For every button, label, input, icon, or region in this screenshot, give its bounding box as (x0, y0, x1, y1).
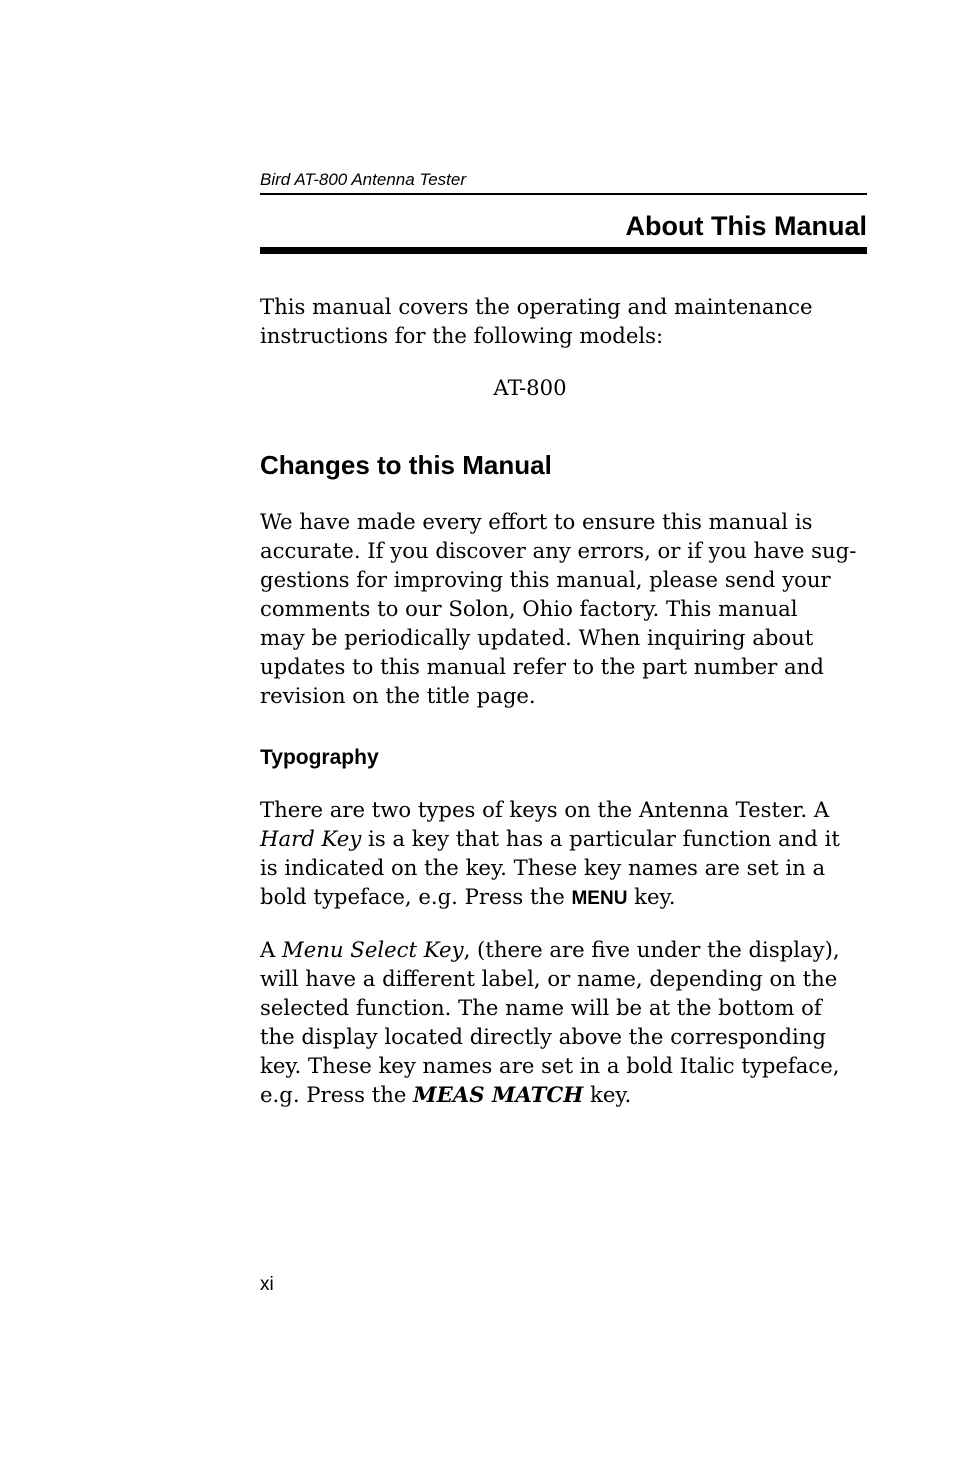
running-header: Bird AT-800 Antenna Tester (260, 170, 467, 189)
changes-line-2: accurate. If you discover any errors, or if you have sug- (260, 538, 857, 563)
chapter-title: About This Manual (625, 211, 867, 241)
changes-line-7: revision on the title page. (260, 683, 536, 708)
models-line-2: instructions for the following models: (260, 323, 664, 348)
menu-select-line-1-pre: A (260, 937, 283, 962)
menu-select-line-3: selected function. The name will be at the bottom of (260, 995, 822, 1020)
menu-select-line-6-post: key. (583, 1082, 632, 1107)
menu-select-line-6-pre: e.g. Press the (260, 1082, 414, 1107)
hard-key-term: Hard Key (260, 826, 362, 851)
menu-select-line-1-post: , (there are five under the display), (463, 937, 840, 962)
manual-page (260, 0, 867, 1475)
hard-key-paragraph (260, 795, 867, 913)
models-paragraph (260, 292, 867, 350)
menu-select-line-6 (260, 1080, 867, 1109)
menu-select-line-1 (260, 935, 867, 964)
changes-line-6: updates to this manual refer to the part number and (260, 654, 824, 679)
hard-key-line-2-text: is a key that has a particular function and it (361, 826, 840, 851)
header-rule-thick (260, 247, 867, 254)
page-number: xi (260, 1274, 274, 1295)
changes-line-5: may be periodically updated. When inquiring about (260, 625, 814, 650)
changes-line-3: gestions for improving this manual, please send your (260, 567, 831, 592)
changes-line-1: We have made every effort to ensure this manual is (260, 509, 813, 534)
hard-key-line-4-pre: bold typeface, e.g. Press the (260, 884, 572, 909)
meas-match-key-example: MEAS MATCH (413, 1082, 584, 1107)
hard-key-line-3: is indicated on the key. These key names are set in a (260, 855, 826, 880)
changes-heading: Changes to this Manual (260, 450, 552, 480)
menu-select-line-2: will have a different label, or name, depending on the (260, 966, 838, 991)
hard-key-line-4-post: key. (627, 884, 676, 909)
changes-line-4: comments to our Solon, Ohio factory. This manual (260, 596, 798, 621)
model-name: AT-800 (493, 375, 567, 400)
changes-paragraph (260, 507, 867, 710)
menu-select-line-5: key. These key names are set in a bold Italic typeface, (260, 1053, 840, 1078)
hard-key-line-4 (260, 882, 867, 913)
models-line-1: This manual covers the operating and maintenance (260, 294, 813, 319)
menu-select-line-4: the display located directly above the corresponding (260, 1024, 827, 1049)
hard-key-line-2 (260, 824, 867, 853)
menu-select-key-term: Menu Select Key (282, 937, 464, 962)
typography-heading: Typography (260, 746, 379, 769)
menu-select-key-paragraph (260, 935, 867, 1109)
header-rule-thin (260, 193, 867, 195)
menu-key-example: MENU (571, 888, 628, 909)
hard-key-line-1: There are two types of keys on the Antenna Tester. A (260, 797, 830, 822)
